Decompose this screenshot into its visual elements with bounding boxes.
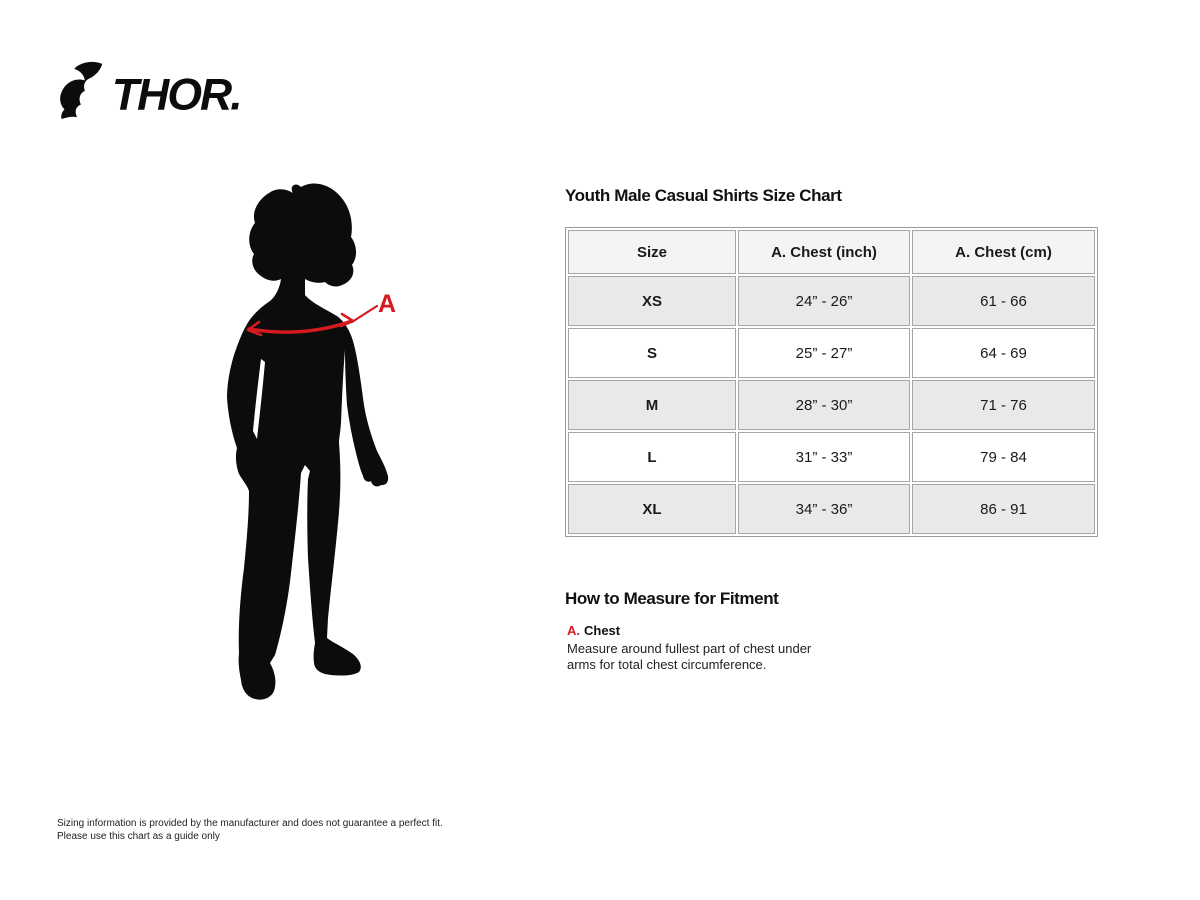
chest-cm-value: 86 - 91 [912, 484, 1095, 534]
thor-logo-graphic [57, 60, 252, 120]
size-table-body [568, 276, 1095, 534]
size-table-header [568, 230, 1095, 274]
size-chart-table [565, 227, 1098, 537]
size-label: XS [568, 276, 736, 326]
thor-goat-head-icon [60, 62, 102, 119]
silhouette-body [227, 184, 388, 700]
chest-inch-value: 25” - 27” [738, 328, 910, 378]
chest-cm-value: 71 - 76 [912, 380, 1095, 430]
table-row-m [568, 380, 1095, 430]
measure-item-name: Chest [584, 623, 621, 638]
chest-inch-value: 34” - 36” [738, 484, 910, 534]
measure-item-description: Measure around fullest part of chest under arms for total chest circumference. [567, 641, 812, 672]
chest-inch-value: 24” - 26” [738, 276, 910, 326]
disclaimer-line-1: Sizing information is provided by the manufacturer and does not guarantee a perfect fit. [57, 818, 443, 829]
measure-item-key: A. [567, 623, 580, 638]
chest-inch-value: 28” - 30” [738, 380, 910, 430]
chest-cm-value: 64 - 69 [912, 328, 1095, 378]
table-row-xs [568, 276, 1095, 326]
table-row-l [568, 432, 1095, 482]
column-header-chest-inch: A. Chest (inch) [738, 230, 910, 274]
brand-wordmark: THOR. [111, 70, 241, 120]
table-row-s [568, 328, 1095, 378]
chest-inch-value: 31” - 33” [738, 432, 910, 482]
table-row-xl [568, 484, 1095, 534]
column-header-size: Size [568, 230, 736, 274]
header-row [568, 230, 1095, 274]
column-header-chest-cm: A. Chest (cm) [912, 230, 1095, 274]
measure-item-heading [567, 623, 620, 638]
size-label: XL [568, 484, 736, 534]
chest-cm-value: 79 - 84 [912, 432, 1095, 482]
size-label: L [568, 432, 736, 482]
sizing-disclaimer [57, 818, 443, 843]
disclaimer-line-2: Please use this chart as a guide only [57, 830, 220, 842]
brand-logo [57, 60, 252, 120]
measure-guide-title: How to Measure for Fitment [565, 589, 779, 608]
size-label: M [568, 380, 736, 430]
band-right-arrowhead [341, 314, 353, 326]
size-label: S [568, 328, 736, 378]
label-pointer-line [352, 306, 377, 322]
chest-measure-letter: A [378, 290, 397, 318]
youth-silhouette-graphic [215, 183, 455, 723]
chest-cm-value: 61 - 66 [912, 276, 1095, 326]
fitment-figure [215, 183, 455, 723]
size-chart-title: Youth Male Casual Shirts Size Chart [565, 186, 842, 205]
